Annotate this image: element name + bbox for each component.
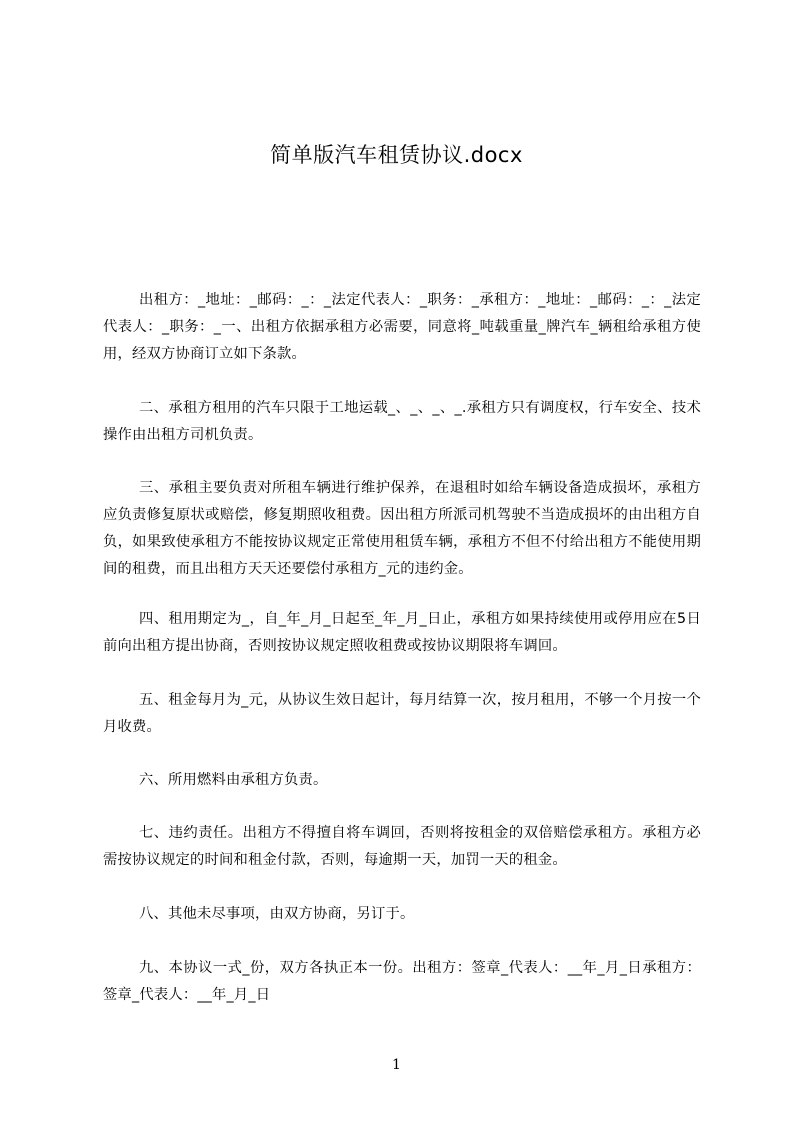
paragraph-clause-2: 二、承租方租用的汽车只限于工地运载_、_、_、_.承租方只有调度权，行车安全、技术操作由出租方司机负责。 — [103, 400, 701, 443]
paragraph-clause-9-signatures: 九、本协议一式_份，双方各执正本一份。出租方：签章_代表人：__年_月_日承租方：签章_代表人：__年_月_日 — [103, 960, 701, 1003]
page-number: 1 — [392, 1057, 401, 1073]
paragraph-clause-8: 八、其他未尽事项，由双方协商，另订于。 — [139, 906, 415, 922]
paragraph-clause-5: 五、租金每月为_元，从协议生效日起计，每月结算一次，按月租用，不够一个月按一个月收费。 — [103, 692, 701, 735]
paragraph-clause-3: 三、承租主要负责对所租车辆进行维护保养，在退租时如给车辆设备造成损坏，承租方应负责修复原状或赔偿，修复期照收租费。因出租方所派司机驾驶不当造成损坏的由出租方自负，如果致使承租方不能按协议规定正常使用租赁车辆，承租方不但不付给出租方不能使用期间的租费，而且出租方天天还要偿付承租方_元的违约金。 — [103, 480, 701, 577]
document-title: 简单版汽车租赁协议.docx — [270, 143, 523, 167]
paragraph-clause-4: 四、租用期定为_，自_年_月_日起至_年_月_日止，承租方如果持续使用或停用应在5日前向出租方提出协商，否则按协议规定照收租费或按协议期限将车调回。 — [103, 611, 701, 654]
paragraph-clause-6: 六、所用燃料由承租方负责。 — [139, 772, 328, 788]
paragraph-parties-and-clause-1: 出租方：_地址：_邮码：_：_法定代表人：_职务：_承租方：_地址：_邮码：_：_法定代表人：_职务：_一、出租方依据承租方必需要，同意将_吨载重量_牌汽车_辆租给承租方使用，经双方协商订立如下条款。 — [103, 292, 701, 362]
paragraph-clause-7: 七、违约责任。出租方不得擅自将车调回，否则将按租金的双倍赔偿承租方。承租方必需按协议规定的时间和租金付款，否则，每逾期一天，加罚一天的租金。 — [103, 825, 701, 868]
